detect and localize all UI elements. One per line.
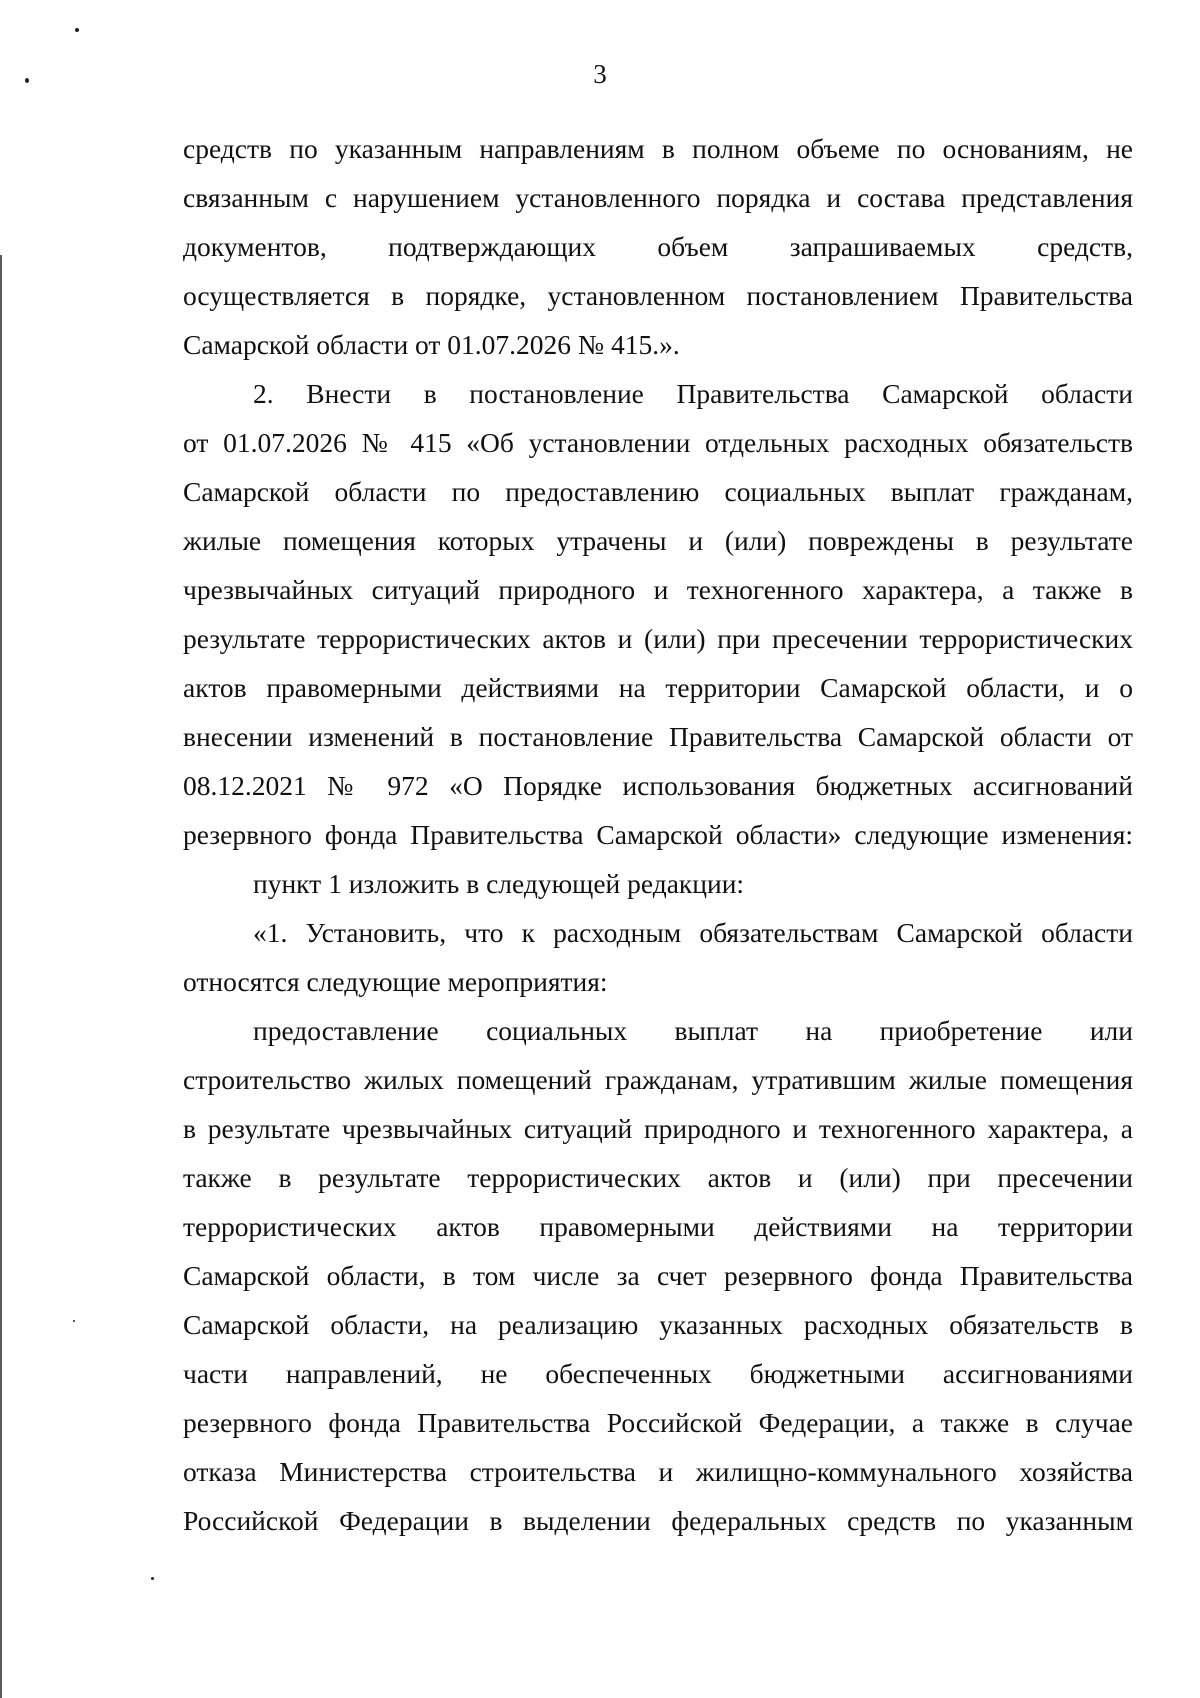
page-number: 3: [593, 59, 607, 89]
scan-speck: [151, 1577, 154, 1580]
text-line: Самарской области по предоставлению социальных выплат гражданам,: [183, 476, 1133, 507]
text-line: жилые помещения которых утрачены и (или) повреждены в результате: [183, 525, 1133, 556]
scan-edge-line: [0, 255, 2, 1698]
text-line: предоставление социальных выплат на приобретение или: [253, 1015, 1133, 1046]
text-line: строительство жилых помещений гражданам, утратившим жилые помещения: [183, 1064, 1133, 1095]
scan-speck: [75, 28, 79, 32]
document-body: [183, 124, 1133, 1545]
text-line: части направлений, не обеспеченных бюджетными ассигнованиями: [183, 1358, 1133, 1389]
text-line: документов, подтверждающих объем запрашиваемых средств,: [183, 231, 1133, 262]
text-line: отказа Министерства строительства и жилищно-коммунального хозяйства: [183, 1456, 1133, 1487]
text-line: связанным с нарушением установленного порядка и состава представления: [183, 182, 1133, 213]
text-line: Самарской области, на реализацию указанных расходных обязательств в: [183, 1309, 1133, 1340]
text-line: также в результате террористических актов и (или) при пресечении: [183, 1162, 1133, 1193]
text-line: результате террористических актов и (или) при пресечении террористических: [183, 623, 1133, 654]
text-line: от 01.07.2026 № 415 «Об установлении отдельных расходных обязательств: [183, 427, 1133, 458]
scan-speck: [73, 1320, 75, 1322]
text-line: в результате чрезвычайных ситуаций природного и техногенного характера, а: [183, 1113, 1133, 1144]
text-line: террористических актов правомерными действиями на территории: [183, 1211, 1133, 1242]
text-line: внесении изменений в постановление Правительства Самарской области от: [183, 721, 1133, 752]
text-line: осуществляется в порядке, установленном постановлением Правительства: [183, 280, 1133, 311]
text-line: резервного фонда Правительства Российской Федерации, а также в случае: [183, 1407, 1133, 1438]
text-line: актов правомерными действиями на территории Самарской области, и о: [183, 672, 1133, 703]
text-line: резервного фонда Правительства Самарской области» следующие изменения:: [183, 819, 1133, 850]
text-line: чрезвычайных ситуаций природного и техногенного характера, а также в: [183, 574, 1133, 605]
text-line: средств по указанным направлениям в полном объеме по основаниям, не: [183, 133, 1133, 164]
text-line: относятся следующие мероприятия:: [183, 966, 608, 997]
text-line: 2. Внести в постановление Правительства Самарской области: [253, 378, 1133, 409]
text-line: 08.12.2021 № 972 «О Порядке использования бюджетных ассигнований: [183, 770, 1133, 801]
text-line: Самарской области, в том числе за счет резервного фонда Правительства: [183, 1260, 1133, 1291]
text-line: «1. Установить, что к расходным обязательствам Самарской области: [253, 917, 1133, 948]
text-line: Самарской области от 01.07.2026 № 415.».: [183, 329, 680, 360]
text-line: пункт 1 изложить в следующей редакции:: [253, 868, 745, 899]
text-line: Российской Федерации в выделении федеральных средств по указанным: [183, 1505, 1133, 1536]
